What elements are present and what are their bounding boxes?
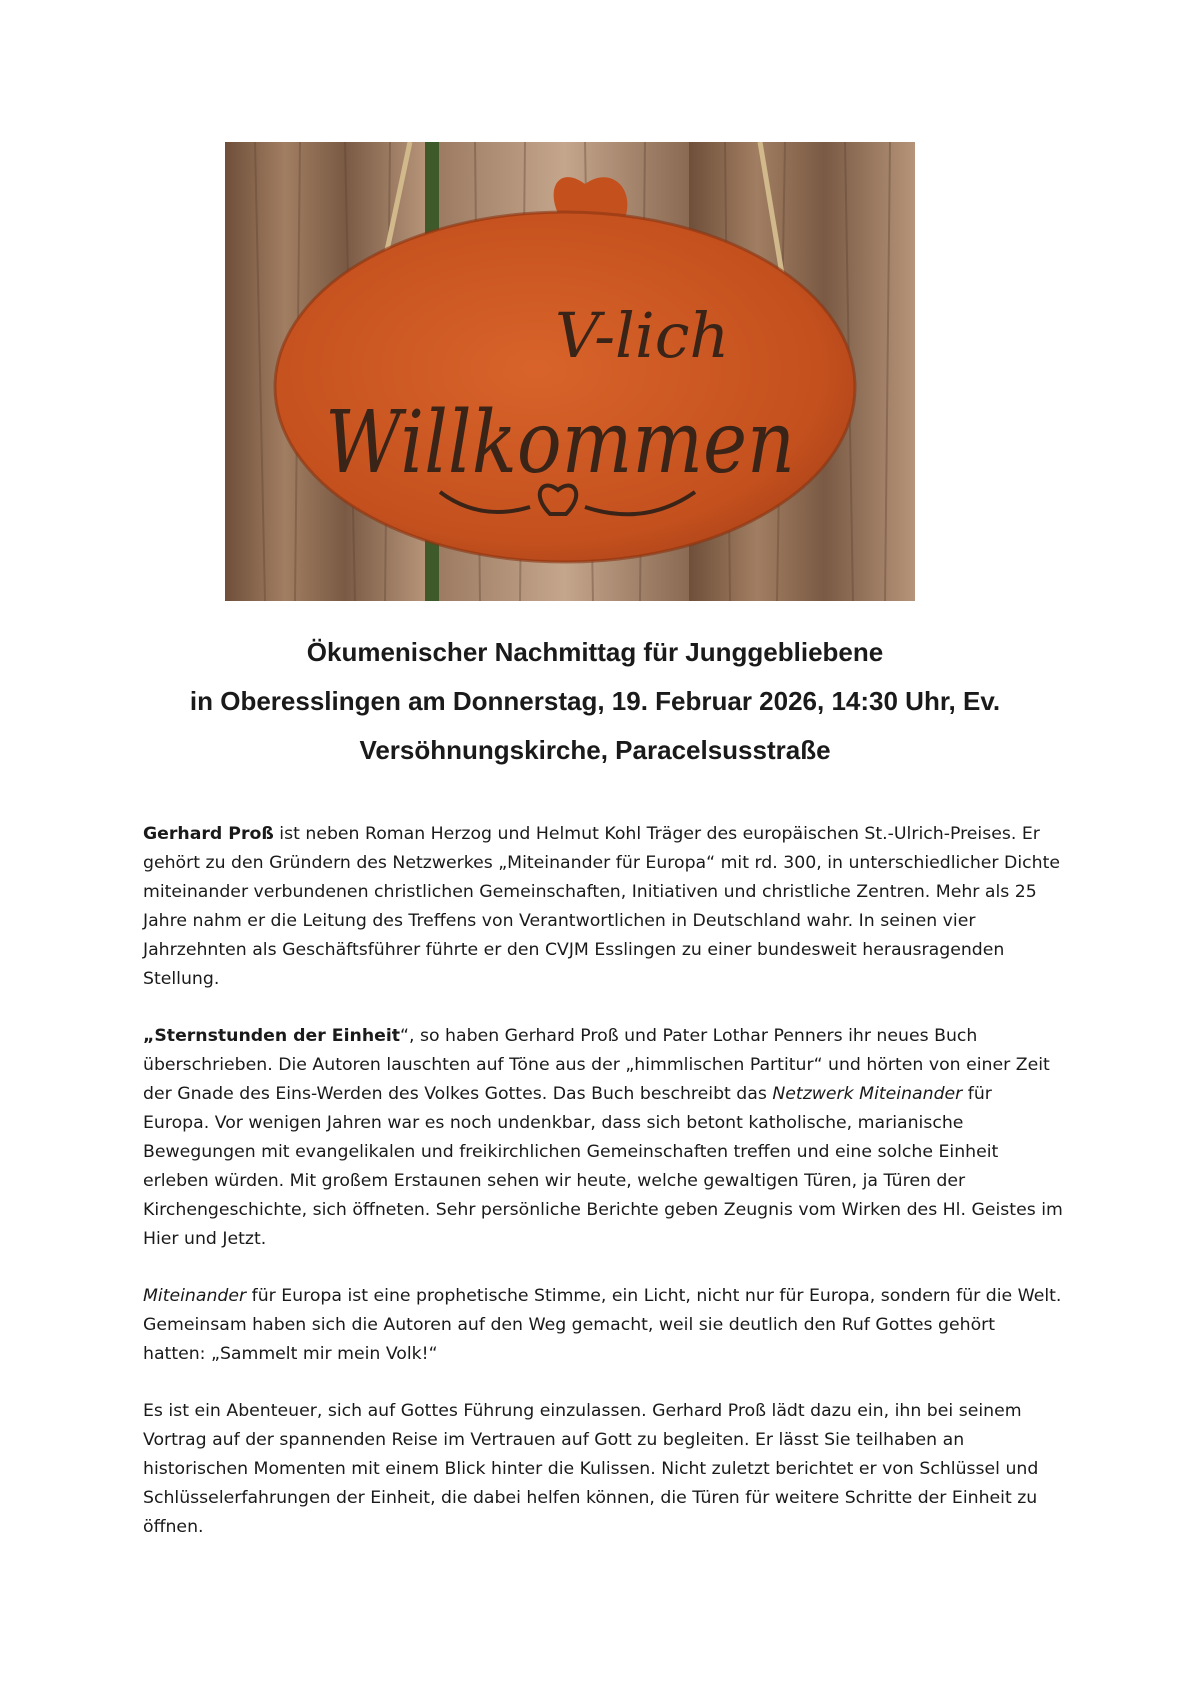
book-text-a: “, so haben Gerhard Proß und Pater Lothar Penners ihr neues Buch überschrieben. Die Autoren lauschten auf Töne aus der „himmlischen Partitur“ und hörten von einer Zeit der Gnade des Eins-Werden des Volkes Gottes. Das Buch beschreibt das xyxy=(143,1026,1050,1104)
sign-text-willkommen: Willkommen xyxy=(325,393,795,493)
welcome-sign-photo xyxy=(225,142,915,601)
sign-text-vlich: V-lich xyxy=(555,299,730,372)
article-body xyxy=(143,820,1063,1570)
heading-line-2: in Oberesslingen am Donnerstag, 19. Februar 2026, 14:30 Uhr, Ev. xyxy=(189,686,1001,716)
paragraph-speaker-bio xyxy=(143,820,1063,994)
prophetic-text: für Europa ist eine prophetische Stimme, ein Licht, nicht nur für Europa, sondern für die Welt. Gemeinsam haben sich die Autoren auf den Weg gemacht, weil sie deutlich den Ruf Gottes gehört hatten: „Sammelt mir mein Volk!“ xyxy=(143,1286,1062,1364)
network-name-italic: Netzwerk Miteinander xyxy=(772,1084,963,1104)
invitation-text: Es ist ein Abenteuer, sich auf Gottes Führung einzulassen. Gerhard Proß lädt dazu ein, ihn bei seinem Vortrag auf der spannenden Reise im Vertrauen auf Gott zu begleiten. Er lässt Sie teilhaben an historischen Momenten mit einem Blick hinter die Kulissen. Nicht zuletzt berichtet er von Schlüssel und Schlüsselerfahrungen der Einheit, die dabei helfen können, die Türen für weitere Schritte der Einheit zu öffnen. xyxy=(143,1401,1039,1537)
heading-line-1: Ökumenischer Nachmittag für Junggebliebene xyxy=(306,637,884,667)
miteinander-italic: Miteinander xyxy=(143,1286,247,1306)
paragraph-invitation xyxy=(143,1397,1063,1542)
speaker-name: Gerhard Proß xyxy=(143,824,274,844)
paragraph-book xyxy=(143,1022,1063,1254)
heading-line-3: Versöhnungskirche, Paracelsusstraße xyxy=(359,735,831,765)
speaker-bio-text: ist neben Roman Herzog und Helmut Kohl Träger des europäischen St.-Ulrich-Preises. Er gehört zu den Gründern des Netzwerkes „Miteinander für Europa“ mit rd. 300, in unterschiedlicher Dichte miteinander verbundenen christlichen Gemeinschaften, Initiativen und christliche Zentren. Mehr als 25 Jahre nahm er die Leitung des Treffens von Verantwortlichen in Deutschland wahr. In seinen vier Jahrzehnten als Geschäftsführer führte er den CVJM Esslingen zu einer bundesweit herausragenden Stellung. xyxy=(143,824,1061,989)
paragraph-prophetic xyxy=(143,1282,1063,1369)
book-text-b: für Europa. Vor wenigen Jahren war es noch undenkbar, dass sich betont katholische, marianische Bewegungen mit evangelikalen und freikirchlichen Gemeinschaften treffen und eine solche Einheit erleben würden. Mit großem Erstaunen sehen wir heute, welche gewaltigen Türen, ja Türen der Kirchengeschichte, sich öffneten. Sehr persönliche Berichte geben Zeugnis vom Wirken des Hl. Geistes im Hier und Jetzt. xyxy=(143,1084,1063,1249)
event-heading xyxy=(60,628,1130,775)
book-title: „Sternstunden der Einheit xyxy=(143,1026,401,1046)
